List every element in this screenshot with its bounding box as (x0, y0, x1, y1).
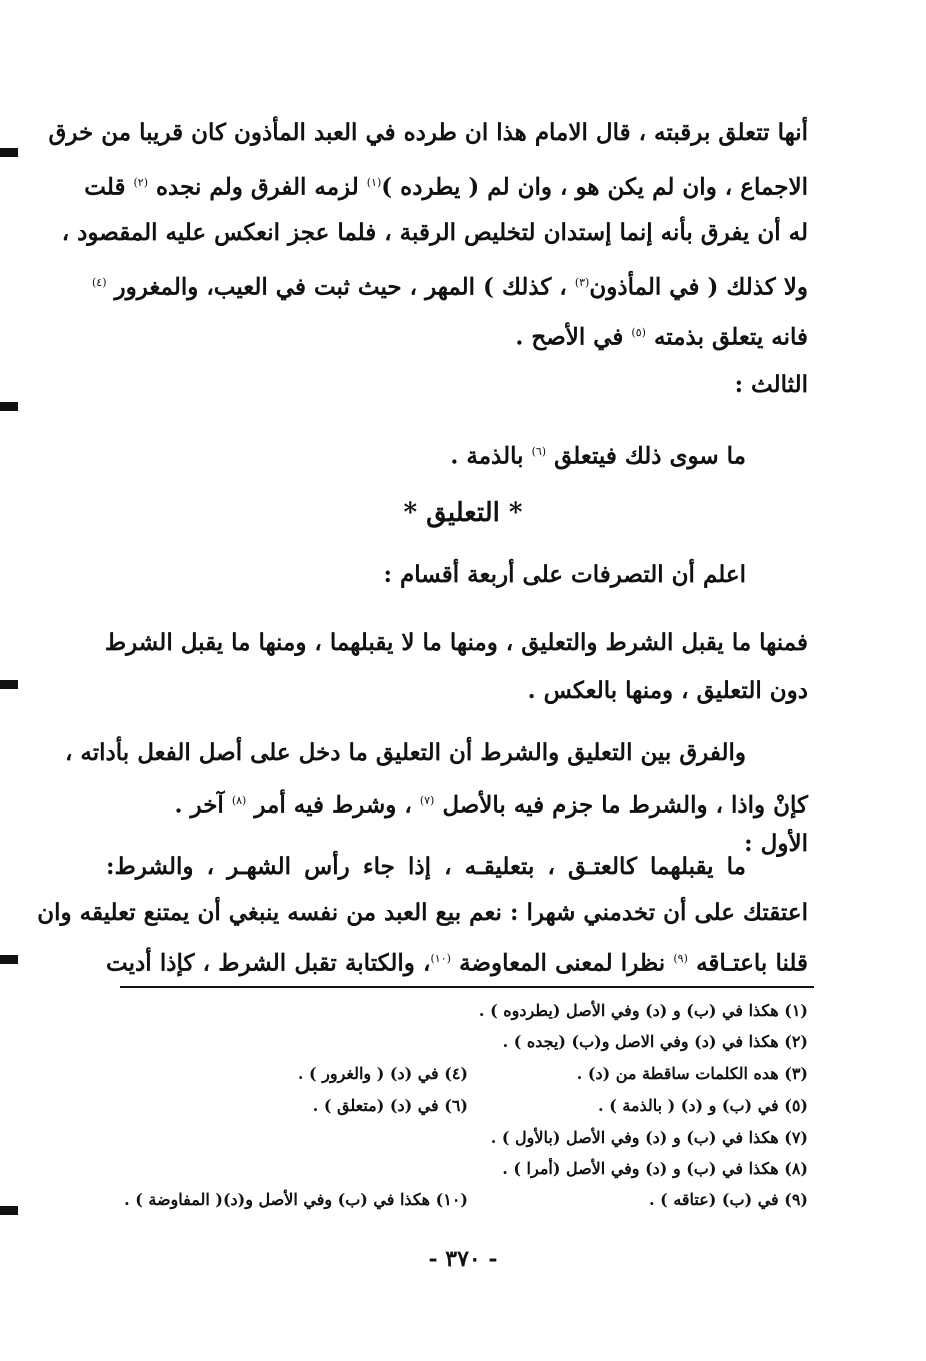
text-line: له أن يفرق بأنه إنما إستدان لتخليص الرقبة ، فلما عجز انعكس عليه المقصود ، (61, 219, 808, 246)
text-line (84, 163, 808, 208)
binding-mark-3 (0, 680, 18, 689)
footnote-ref-8: (٨) (231, 794, 247, 807)
text-line: والفرق بين التعليق والشرط أن التعليق ما دخل على أصل الفعل بأداته ، (64, 739, 746, 766)
text-line (106, 781, 808, 826)
text-run: ، وشرط فيه أمر (246, 791, 420, 819)
binding-mark-1 (0, 148, 18, 157)
text-run: كإنْ واذا ، والشرط ما جزم فيه بالأصل (434, 791, 808, 819)
footnote-ref-9: (٩) (673, 952, 688, 965)
text-line (106, 313, 808, 358)
footnote-10: (١٠) هكذا في (ب) وفي الأصل و(د)( المفاوضة ) . (124, 1190, 468, 1209)
binding-mark-4 (0, 955, 18, 964)
footnote-2: (٢) هكذا في (د) وفي الاصل و(ب) (يجده ) . (502, 1032, 808, 1051)
text-line: اعلم أن التصرفات على أربعة أقسام : (383, 561, 746, 588)
footnote-ref-10: (١٠) (430, 952, 451, 965)
footnote-3: (٣) هده الكلمات ساقطة من (د) . (576, 1064, 808, 1083)
text-run: قلت (84, 173, 134, 201)
text-line: فمنها ما يقبل الشرط والتعليق ، ومنها ما لا يقبلهما ، ومنها ما يقبل الشرط (104, 629, 808, 656)
section-heading-third: الثالث : (734, 371, 808, 398)
footnote-separator (120, 986, 814, 988)
page-number: - ٣٧٠ - (428, 1246, 498, 1272)
text-line: اعتقتك على أن تخدمني شهرا : نعم بيع العبد من نفسه ينبغي أن يمتنع تعليقه وان (37, 899, 808, 926)
footnote-6: (٦) في (د) (متعلق ) . (312, 1096, 468, 1115)
section-heading-first: الأول : (744, 830, 808, 857)
text-run: ، كذلك ) المهر ، حيث ثبت في العيب، والمغرور (106, 273, 575, 301)
footnote-5: (٥) في (ب) و (د) ( بالذمة ) . (598, 1096, 808, 1115)
footnote-ref-2: (٢) (133, 176, 148, 189)
text-line: ما يقبلهما كالعتـق ، بتعليقـه ، إذا جاء رأس الشهـر ، والشرط: (106, 853, 746, 880)
text-run: نظرا لمعنى المعاوضة (450, 949, 674, 977)
footnote-4: (٤) في (د) ( والغرور ) . (297, 1064, 468, 1083)
footnote-8: (٨) هكذا في (ب) و (د) وفي الأصل (أمرا ) . (502, 1159, 808, 1178)
text-run: فانه يتعلق بذمته (645, 323, 808, 351)
section-title: * التعليق * (403, 498, 523, 528)
footnote-ref-6: (٦) (531, 445, 547, 458)
footnote-ref-3: (٣) (574, 276, 590, 289)
footnote-9: (٩) في (ب) (عتاقه ) . (649, 1190, 808, 1209)
text-run: ما سوى ذلك فيتعلق (546, 442, 746, 470)
footnote-7: (٧) هكذا في (ب) و (د) وفي الأصل (بالأول ) . (490, 1128, 808, 1147)
text-run: قلنا باعتـاقه (687, 949, 809, 977)
text-run: ولا كذلك ( في المأذون (589, 273, 808, 301)
text-run: في الأصح . (515, 323, 632, 351)
footnote-ref-4: (٤) (92, 276, 107, 289)
text-line: دون التعليق ، ومنها بالعكس . (527, 677, 808, 704)
footnote-ref-5: (٥) (631, 326, 646, 339)
text-run: لزمه الفرق ولم نجده (148, 173, 367, 201)
binding-mark-5 (0, 1206, 18, 1215)
text-line (106, 432, 746, 477)
text-line (92, 263, 808, 308)
text-run: الاجماع ، وان لم يكن هو ، وان لم ( يطرده ) (381, 173, 808, 201)
footnote-1: (١) هكذا في (ب) و (د) وفي الأصل (يطردوه ) . (478, 1001, 808, 1020)
text-run: ، والكتابة تقبل الشرط ، كإذا أديت (106, 949, 431, 977)
binding-mark-2 (0, 402, 18, 411)
text-line: أنها تتعلق برقبته ، قال الامام هذا ان طرده في العبد المأذون كان قريبا من خرق (48, 119, 808, 146)
text-run: بالذمة . (450, 442, 532, 470)
text-run: آخر . (174, 791, 232, 819)
footnote-ref-1: (١) (366, 176, 382, 189)
footnote-ref-7: (٧) (419, 794, 435, 807)
text-line (106, 939, 808, 984)
